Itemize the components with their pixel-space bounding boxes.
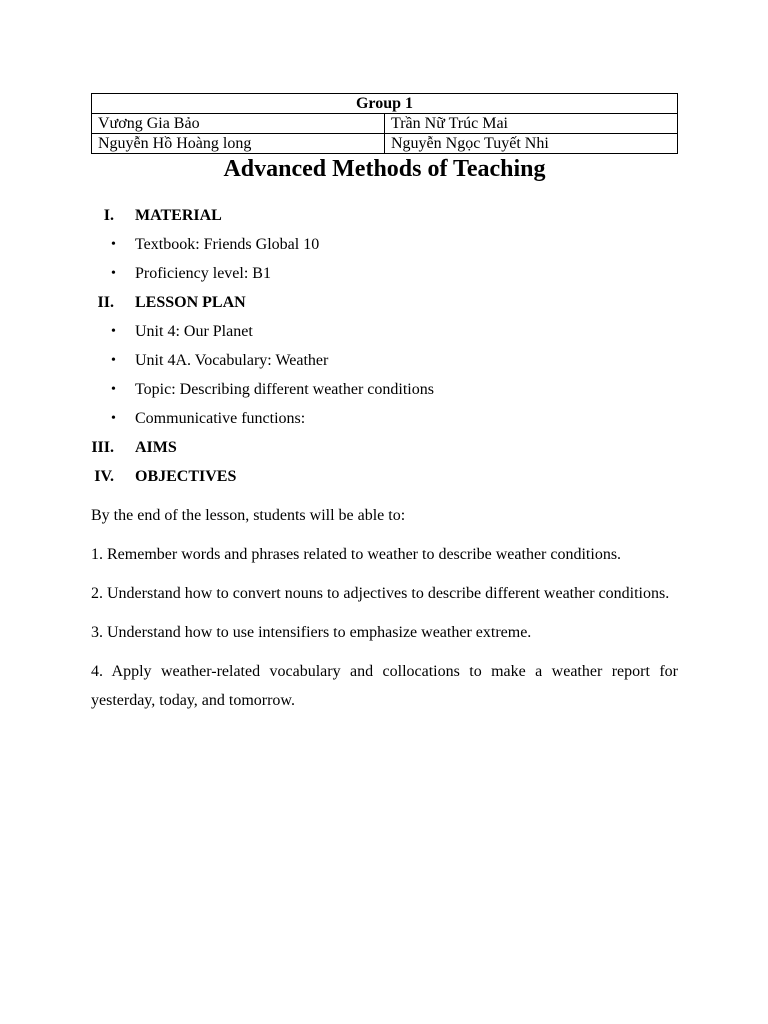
section-number: IV.	[94, 468, 114, 485]
objective-item: 1. Remember words and phrases related to weather to describe weather conditions.	[91, 546, 622, 563]
objective-item: 2. Understand how to convert nouns to adjectives to describe different weather conditions.	[91, 585, 670, 602]
section-label: AIMS	[135, 439, 177, 456]
table-row	[92, 114, 678, 134]
list-item	[91, 346, 678, 375]
objective-item: 3. Understand how to use intensifiers to emphasize weather extreme.	[91, 624, 532, 641]
section-heading-aims	[91, 433, 678, 462]
group-table	[91, 93, 678, 154]
section-number: II.	[97, 294, 114, 311]
table-cell: Nguyễn Ngọc Tuyết Nhi	[385, 134, 678, 154]
list-item	[91, 230, 678, 259]
bullet-icon: •	[111, 382, 116, 397]
section-label: OBJECTIVES	[135, 468, 237, 485]
list-item	[91, 375, 678, 404]
section-heading-objectives	[91, 462, 678, 491]
bullet-icon: •	[111, 237, 116, 252]
group-table-header: Group 1	[92, 94, 678, 114]
list-item	[91, 404, 678, 433]
list-item-text: Proficiency level: B1	[135, 265, 271, 282]
bullet-icon: •	[111, 353, 116, 368]
section-label: LESSON PLAN	[135, 294, 246, 311]
section-heading-lesson-plan	[91, 288, 678, 317]
objective-item: 4. Apply weather-related vocabulary and collocations to make a weather report for yesterday, today, and tomorrow.	[91, 663, 678, 709]
bullet-icon: •	[111, 411, 116, 426]
list-item-text: Unit 4A. Vocabulary: Weather	[135, 352, 329, 369]
document-title: Advanced Methods of Teaching	[223, 156, 546, 182]
document-page	[91, 93, 678, 715]
list-item-text: Topic: Describing different weather conditions	[135, 381, 434, 398]
table-row	[92, 134, 678, 154]
section-label: MATERIAL	[135, 207, 222, 224]
list-item	[91, 259, 678, 288]
table-cell: Nguyễn Hồ Hoàng long	[92, 134, 385, 154]
bullet-icon: •	[111, 324, 116, 339]
table-cell: Trần Nữ Trúc Mai	[385, 114, 678, 134]
list-item-text: Unit 4: Our Planet	[135, 323, 253, 340]
section-heading-material	[91, 201, 678, 230]
list-item-text: Textbook: Friends Global 10	[135, 236, 320, 253]
list-item-text: Communicative functions:	[135, 410, 306, 427]
section-number: III.	[91, 439, 114, 456]
list-item	[91, 317, 678, 346]
bullet-icon: •	[111, 266, 116, 281]
table-cell: Vương Gia Bảo	[92, 114, 385, 134]
section-number: I.	[103, 207, 114, 224]
objectives-intro: By the end of the lesson, students will be able to:	[91, 507, 406, 524]
